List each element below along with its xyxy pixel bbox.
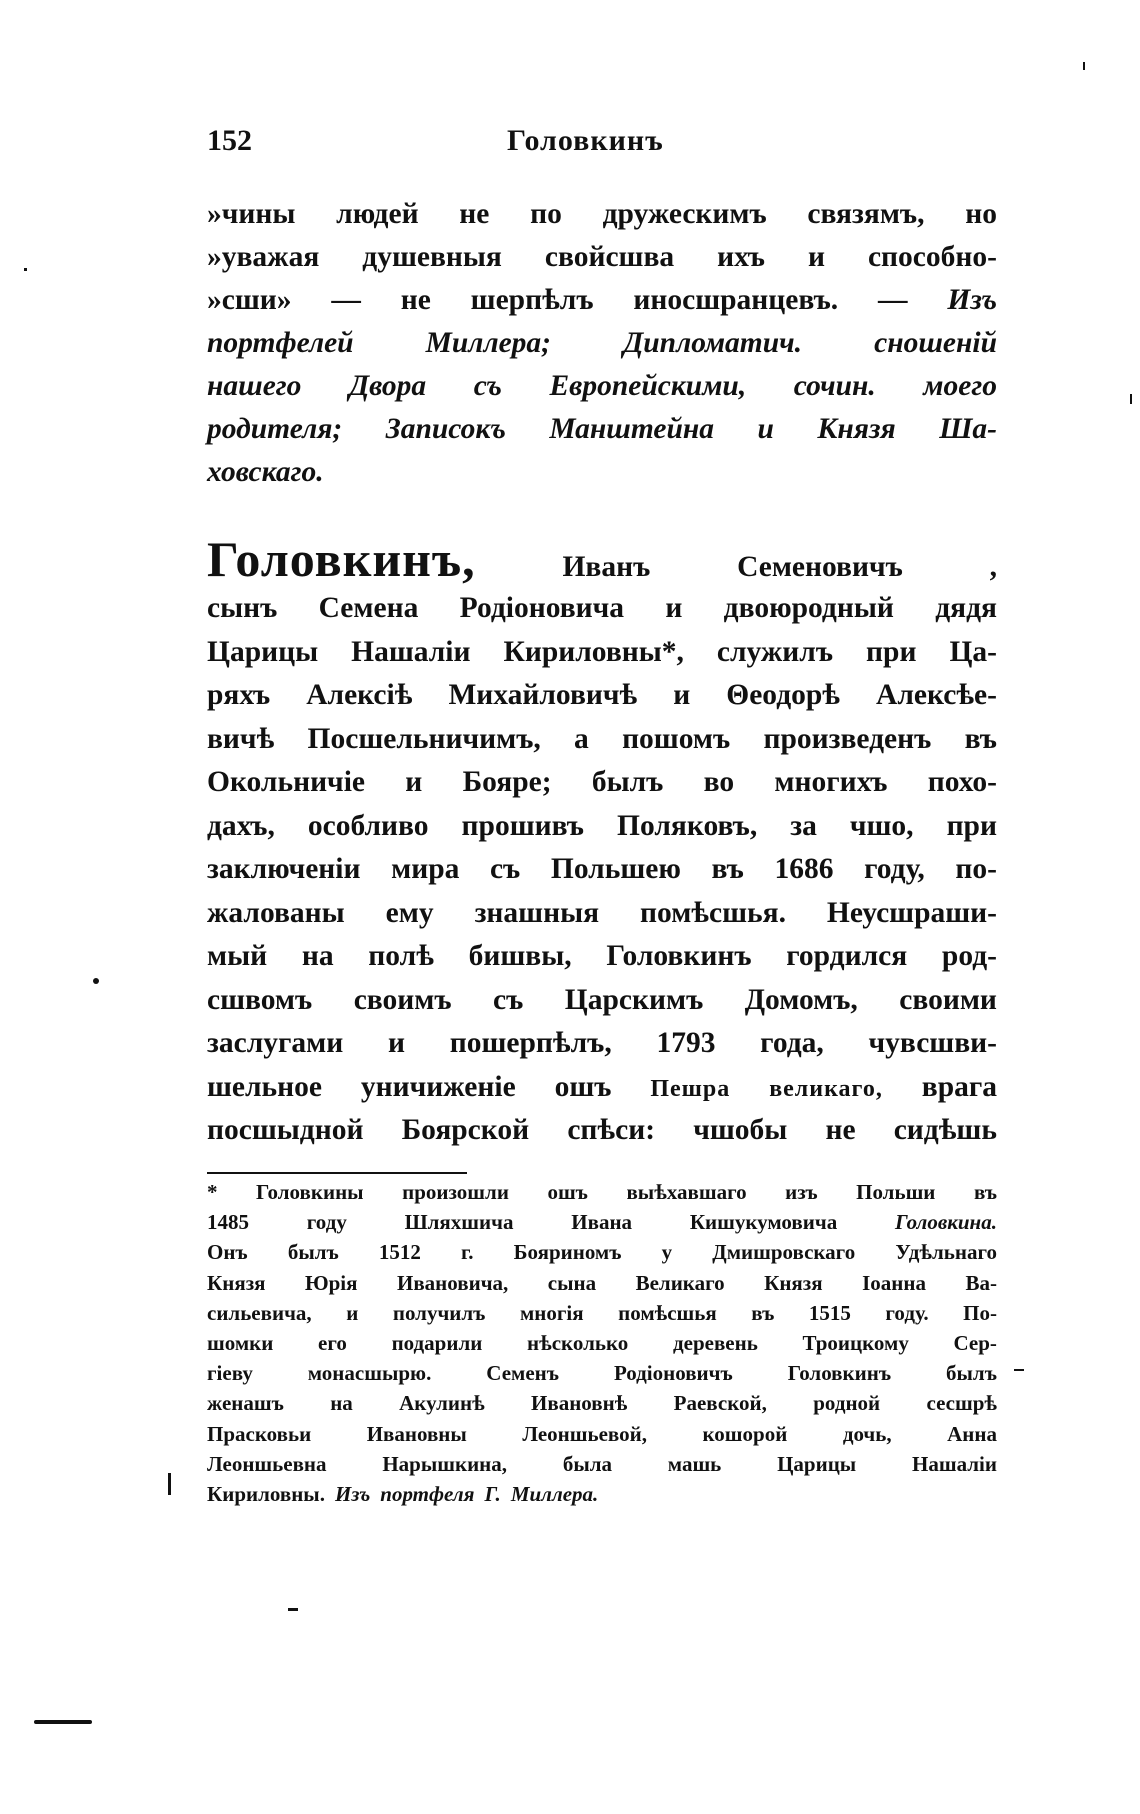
word: Шляхшича [404,1210,514,1235]
word: Кириловны*, [503,635,684,668]
word: помѣсшья [618,1300,717,1325]
text-line [207,1331,997,1361]
word: на [301,940,334,972]
word: Польши [856,1180,936,1204]
word: Ца- [949,635,997,668]
word: Европейскими, [549,370,747,402]
text-line [207,679,997,723]
word: Юрія [304,1270,358,1295]
word: Нашаліи [912,1451,997,1476]
page-header [207,124,1007,164]
text-line [207,1114,997,1158]
text-line [207,1271,997,1301]
word: * [207,1180,218,1204]
word: Великаго [635,1270,725,1295]
word: году. [885,1300,929,1325]
word: г. [461,1240,474,1265]
word: Неусшраши- [826,896,997,929]
word: своимъ [353,983,452,1016]
word: и [346,1300,359,1325]
word: нашего [207,370,302,402]
word: родителя; [207,413,343,445]
word: двоюродный [723,592,894,624]
word: ему [385,896,434,929]
word: и [807,241,825,273]
word: Головкины [256,1180,364,1204]
word: Манштейна [549,413,715,445]
word: душевныя [362,241,502,273]
word: великаго, [769,1075,883,1102]
word: произошли [402,1180,509,1204]
word: Родіоновича [459,592,625,624]
word: шерпѣлъ [470,284,594,316]
word: Головкинъ [606,940,752,972]
word: его [318,1330,347,1355]
word: а [574,722,589,755]
word: Семеновичъ [737,551,903,583]
word: Прасковьи [207,1421,312,1446]
word: деревень [673,1330,758,1355]
word: дядя [935,592,997,624]
word: Домомъ, [744,983,858,1016]
word: Миллера; [425,327,552,359]
word: похо- [927,766,997,798]
word: Иванъ [562,551,651,583]
word: »сши» [207,284,292,316]
word: спѣси: [567,1114,656,1146]
word: Алексѣе- [876,679,997,711]
word: »уважая [207,241,320,273]
word: при [946,809,997,842]
word: дочь, [842,1421,892,1446]
word: 1512 [378,1240,421,1265]
word: сношеній [874,327,997,359]
text-line [207,1240,997,1270]
word: служилъ [716,635,834,668]
text-line [207,592,997,636]
text-line [207,327,997,370]
text-line [207,810,997,854]
text-line [207,1180,997,1210]
scan-speck [34,1720,92,1724]
word: чшо, [849,809,914,842]
word: родной [813,1391,881,1416]
word: году, [864,853,925,885]
word: — [331,284,361,316]
word: Кишукумовича [689,1210,838,1235]
word: заслугами [207,1027,344,1059]
word: Польшею [550,853,681,885]
text-line [207,456,997,499]
word: получилъ [392,1300,486,1325]
word: по- [955,853,997,885]
word: бишвы, [468,940,572,972]
word: Леоншьевой, [522,1421,647,1446]
word: Акулинѣ [399,1391,485,1416]
word: въ [711,853,744,885]
word: сына [547,1270,597,1295]
text-line [207,636,997,680]
word: людей [336,198,419,230]
word: посшыдной [207,1114,364,1146]
text-line [207,1301,997,1331]
word: 1515 [808,1300,851,1325]
word: Ивановнѣ [531,1391,628,1416]
word: кошорой [702,1421,788,1446]
word: въ [964,722,997,755]
word: многія [519,1300,584,1325]
word: мира [391,853,460,885]
word: ряхъ [207,679,271,711]
text-line [207,1391,997,1421]
word: моего [923,370,997,402]
word: сынъ [207,592,278,624]
word: Анна [947,1421,997,1446]
word: своими [899,983,997,1016]
word: особливо [307,809,429,842]
word: свойсшва [544,241,675,273]
word: по [530,198,562,230]
scan-speck [1014,1369,1024,1371]
word: иносшранцевъ. [633,284,839,316]
word: сидѣшь [893,1114,997,1146]
word: Троицкому [802,1330,909,1355]
word: Бояре; [462,766,552,798]
word: полѣ [368,940,434,972]
word: произведенъ [763,722,932,755]
word: сильевича, [207,1300,312,1325]
word: нѣсколько [527,1330,629,1355]
word: помѣсшья. [640,896,786,929]
word: Посшельничимъ, [307,722,541,755]
word: и [665,592,683,624]
word: шельное [207,1070,322,1103]
word: заключеніи [207,853,361,885]
word: Головкинъ [787,1361,892,1386]
word: 1793 [656,1027,716,1059]
word: Онъ [207,1240,248,1265]
word: во [703,766,735,798]
text-line [207,853,997,897]
word: Нашаліи [351,635,471,668]
word: Михайловичѣ [448,679,638,711]
word: сесшрѣ [926,1391,997,1416]
word: пошомъ [622,722,731,755]
word: и [673,679,691,711]
word: не [459,198,490,230]
word: Князя [207,1270,266,1295]
text-line [207,370,997,413]
text-line [207,413,997,456]
word: Бояриномъ [513,1240,622,1265]
word: портфелей [207,327,354,359]
word: Дипломатич. [623,327,803,359]
word: Ивановича, [397,1270,509,1295]
word: Ва- [965,1270,997,1295]
word: былъ [591,766,664,798]
text-line [207,897,997,941]
word: Миллера. [510,1481,599,1506]
text-line [207,1071,997,1115]
word: дружескимъ [602,198,767,230]
word: Двора [348,370,427,402]
text-line [207,1422,997,1452]
word: не [400,284,431,316]
word: выѣхавшаго [626,1180,747,1204]
word: Царицы [777,1451,857,1476]
word: Ивановны [366,1421,467,1446]
word: въ [973,1180,997,1204]
word: Дмишровскаго [712,1240,856,1265]
word: Удѣльнаго [895,1240,997,1265]
text-line [207,198,997,241]
word: сочин. [793,370,876,402]
word: 1686 [774,853,834,885]
word: связямъ, [807,198,925,230]
word: сшвомъ [207,983,313,1016]
text-line [207,241,997,284]
word: Леоншьевна [207,1451,327,1476]
word: Кириловны. [207,1481,325,1506]
word: портфеля [380,1481,475,1506]
word: въ [751,1300,775,1325]
word: монасшырю. [307,1361,432,1386]
running-head: Головкинъ [507,124,664,157]
word: пошерпѣлъ, [449,1027,612,1059]
scan-speck [1130,394,1132,404]
word: Князя [817,413,896,445]
word: Царицы [207,635,319,668]
entry-paragraph [207,530,997,1158]
word: жалованы [207,896,345,929]
scan-speck [24,268,27,271]
scan-speck [1083,62,1085,70]
word: чувсшви- [868,1027,997,1059]
word: знашныя [474,896,600,929]
word: Родіоновичъ [613,1361,733,1386]
word: вичѣ [207,722,275,755]
footnote [207,1180,997,1512]
word: По- [963,1300,997,1325]
scan-speck [168,1473,171,1495]
word: Θеодорѣ [726,679,840,711]
text-line [207,940,997,984]
word: при [866,635,917,668]
text-line [207,1482,997,1512]
word: , [989,551,997,583]
word: Боярской [401,1114,530,1146]
text-line [207,284,997,327]
word: Поляковъ, [617,809,758,842]
text-line [207,766,997,810]
word: многихъ [774,766,888,798]
word: не [825,1114,856,1146]
word: ховскаго. [207,456,324,488]
word: машь [667,1451,722,1476]
word: за [790,809,817,842]
page-number: 152 [207,124,252,157]
word: мый [207,940,268,972]
footnote-divider [207,1172,467,1174]
word: род- [941,940,997,972]
word: дахъ, [207,809,275,842]
word: Пешра [650,1075,731,1102]
word: ошъ [547,1180,588,1204]
word: подарили [391,1330,483,1355]
word: былъ [946,1361,997,1386]
word: Головкина. [894,1210,997,1235]
word: шомки [207,1330,274,1355]
word: Нарышкина, [382,1451,508,1476]
word: Царскимъ [564,983,704,1016]
word: былъ [287,1240,339,1265]
word: женашъ [207,1391,284,1416]
word: была [562,1451,612,1476]
text-line [207,1210,997,1240]
word: на [330,1391,353,1416]
word: Изъ [947,284,997,316]
word: году [306,1210,347,1235]
word: Г. [484,1481,501,1506]
word: у [661,1240,673,1265]
word: но [965,198,997,230]
word: Семена [318,592,419,624]
text-line [207,723,997,767]
entry-headword: Головкинъ, [207,531,476,587]
scan-speck [288,1608,298,1611]
text-line [207,530,997,592]
top-paragraph [207,198,997,499]
word: и [757,413,774,445]
text-line [207,984,997,1028]
word: и [387,1027,405,1059]
word: Іоанна [862,1270,926,1295]
text-line [207,1027,997,1071]
word: Семенъ [486,1361,560,1386]
word: ихъ [717,241,765,273]
word: способно- [867,241,997,273]
word: Записокъ [385,413,506,445]
word: Сер- [953,1330,997,1355]
word: Алексіѣ [306,679,413,711]
word: уничиженіе [360,1070,516,1103]
word: съ [493,983,524,1016]
word: Ша- [939,413,997,445]
word: Раевской, [673,1391,767,1416]
word: врага [921,1070,997,1103]
word: Ивана [571,1210,633,1235]
word: ошъ [554,1070,612,1103]
word: съ [473,370,502,402]
word: Изъ [334,1481,371,1506]
word: — [878,284,908,316]
text-line [207,1361,997,1391]
word: Князя [764,1270,823,1295]
word: 1485 [207,1210,249,1235]
word: Окольничіе [207,766,365,798]
word: »чины [207,198,296,230]
word: изъ [785,1180,818,1204]
word: съ [489,853,521,885]
word: чшобы [693,1114,788,1146]
word: прошивъ [461,809,584,842]
word: и [405,766,423,798]
scan-speck [93,978,99,984]
word: года, [760,1027,824,1059]
word: гіеву [207,1361,253,1386]
text-line [207,1452,997,1482]
word: гордился [786,940,908,972]
